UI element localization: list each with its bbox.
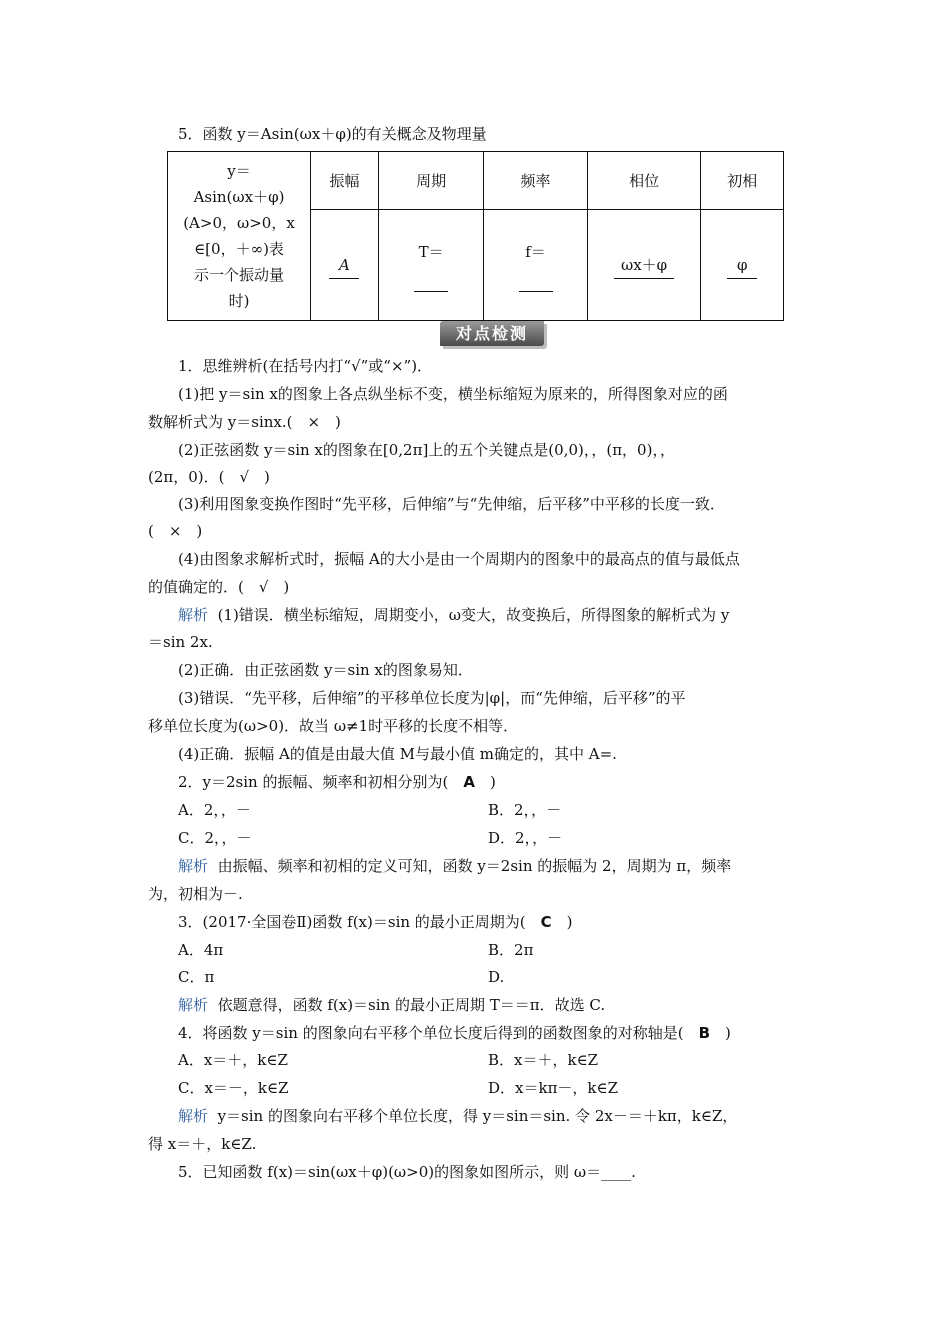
section-title: 5．函数 y＝Asin(ωx＋φ)的有关概念及物理量	[178, 125, 487, 143]
q1-statement: ( × )	[148, 522, 203, 540]
value-amplitude: A	[311, 210, 379, 321]
header-phase: 相位	[587, 152, 701, 210]
concept-table	[167, 151, 784, 321]
q1-title: 1．思维辨析(在括号内打“√”或“×”)．	[178, 357, 433, 375]
q3-explanation: 解析 依题意得，函数 f(x)＝sin 的最小正周期 T＝＝π．故选 C.	[178, 996, 606, 1014]
option: A．2，，－	[178, 801, 251, 819]
q2-explanation: 解析 由振幅、频率和初相的定义可知，函数 y＝2sin 的振幅为 2，周期为 π，频率	[178, 857, 732, 875]
q1-statement: (4)由图象求解析式时，振幅 A的大小是由一个周期内的图象中的最高点的值与最低点	[178, 550, 740, 568]
q1-explanation: 解析 (1)错误．横坐标缩短，周期变小，ω变大，故变换后，所得图象的解析式为 y	[178, 606, 730, 624]
row-header-line: Asin(ωx＋φ)	[193, 188, 285, 206]
q1-statement: 数解析式为 y＝sinx.( × )	[148, 413, 341, 431]
q1-explanation: 移单位长度为(ω>0)．故当 ω≠1时平移的长度不相等．	[148, 717, 519, 735]
q3-stem: 3．(2017·全国卷Ⅱ)函数 f(x)＝sin 的最小正周期为( C )	[178, 913, 573, 931]
option: D.	[488, 968, 505, 986]
row-header-line: (A>0，ω>0，x	[183, 214, 295, 232]
header-frequency: 频率	[484, 152, 587, 210]
option: D．2，，－	[488, 829, 563, 847]
option: B．x＝＋，k∈Z	[488, 1051, 599, 1069]
option: C．2，，－	[178, 829, 252, 847]
row-header-line: y＝	[227, 162, 251, 180]
option: B．2π	[488, 941, 534, 959]
option: B．2，，－	[488, 801, 562, 819]
header-initial-phase: 初相	[701, 152, 784, 210]
jiexi-label: 解析	[178, 606, 209, 624]
row-header-line: 示一个振动量	[194, 266, 285, 284]
table-row-header	[168, 152, 311, 321]
answer: B	[698, 1024, 711, 1042]
header-period: 周期	[378, 152, 483, 210]
jiexi-label: 解析	[178, 857, 209, 875]
header-amplitude: 振幅	[311, 152, 379, 210]
q4-explanation: 解析 y＝sin 的图象向右平移个单位长度，得 y＝sin＝sin. 令 2x－＝＋kπ，k∈Z，	[178, 1107, 738, 1125]
q5-stem: 5．已知函数 f(x)＝sin(ωx＋φ)(ω>0)的图象如图所示，则 ω＝____.	[178, 1163, 636, 1181]
jiexi-label: 解析	[178, 1107, 209, 1125]
value-phase: ωx＋φ	[587, 210, 701, 321]
q1-explanation: ＝sin 2x.	[148, 633, 213, 651]
option: A．x＝＋，k∈Z	[178, 1051, 288, 1069]
value-period: T＝	[378, 210, 483, 321]
row-header-line: 时)	[228, 292, 250, 310]
option: C．π	[178, 968, 215, 986]
q4-stem: 4．将函数 y＝sin 的图象向右平移个单位长度后得到的函数图象的对称轴是( B )	[178, 1024, 731, 1042]
q2-stem: 2．y＝2sin 的振幅、频率和初相分别为( A )	[178, 773, 496, 791]
jiexi-label: 解析	[178, 996, 209, 1014]
value-initial-phase: φ	[701, 210, 784, 321]
option: D．x＝kπ－，k∈Z	[488, 1079, 619, 1097]
q1-explanation: (2)正确．由正弦函数 y＝sin x的图象易知．	[178, 661, 473, 679]
q1-statement: (3)利用图象变换作图时“先平移，后伸缩”与“先伸缩，后平移”中平移的长度一致．	[178, 495, 725, 513]
answer: A	[463, 773, 475, 791]
q1-explanation: (4)正确．振幅 A的值是由最大值 M与最小值 m确定的，其中 A=.	[178, 745, 617, 763]
answer: C	[540, 913, 552, 931]
q2-explanation: 为，初相为－.	[148, 885, 243, 903]
q1-statement: (2)正弦函数 y＝sin x的图象在[0,2π]上的五个关键点是(0,0)，，(π，0)，，	[178, 441, 675, 459]
q1-statement: (2π，0)．( √ )	[148, 468, 270, 486]
q1-statement: 的值确定的．( √ )	[148, 578, 290, 596]
section-badge: 对点检测	[440, 321, 544, 346]
row-header-line: ∈[0，＋∞)表	[194, 240, 284, 258]
q1-explanation: (3)错误．“先平移，后伸缩”的平移单位长度为|φ|，而“先伸缩，后平移”的平	[178, 689, 686, 707]
value-frequency: f＝	[484, 210, 587, 321]
option: A．4π	[178, 941, 224, 959]
q4-explanation: 得 x＝＋，k∈Z.	[148, 1135, 257, 1153]
option: C．x＝－，k∈Z	[178, 1079, 289, 1097]
q1-statement: (1)把 y＝sin x的图象上各点纵坐标不变，横坐标缩短为原来的，所得图象对应的函	[178, 385, 728, 403]
